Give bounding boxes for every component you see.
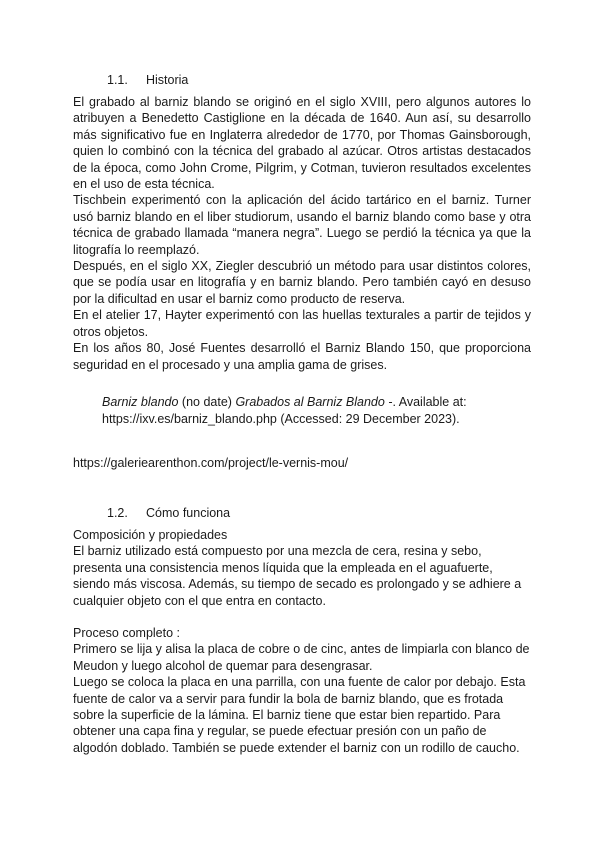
- citation: [102, 394, 522, 428]
- paragraph: En el atelier 17, Hayter experimentó con las huellas texturales a partir de tejidos y otros objetos.: [73, 308, 531, 339]
- paragraph: El grabado al barniz blando se originó en el siglo XVIII, pero algunos autores lo atribuyen a Benedetto Castiglione en la década de 1640. Aun así, su desarrollo más significativo fue en Inglaterra alrededor de 1770, por Thomas Gainsborough, quien lo combinó con la técnica del grabado al azúcar. Otros artistas destacados de la época, como John Crome, Pilgrim, y Cotman, tuvieron resultados excelentes en el uso de esta técnica.: [73, 95, 531, 192]
- paragraph: Después, en el siglo XX, Ziegler descubrió un método para usar distintos colores, que se podía usar en litografía y en barniz blando. Pero también cayó en desuso por la dificultad en usar el barniz como producto de reserva.: [73, 259, 531, 306]
- citation-text: . Available at: https://ixv.es/barniz_blando.php (Accessed: 29 December 2023).: [102, 395, 467, 426]
- citation-source: Grabados al Barniz Blando -: [235, 395, 393, 409]
- section-heading-historia: [107, 72, 188, 88]
- citation-text: (no date): [178, 395, 236, 409]
- citation-title: Barniz blando: [102, 395, 179, 409]
- subheading: Composición y propiedades: [73, 528, 228, 542]
- section-number: 1.1.: [107, 73, 128, 87]
- paragraph: Primero se lija y alisa la placa de cobre o de cinc, antes de limpiarla con blanco de Meudon y luego alcohol de quemar para desengrasar.: [73, 642, 530, 673]
- reference-url[interactable]: https://galeriearenthon.com/project/le-vernis-mou/: [73, 456, 349, 470]
- section-number: 1.2.: [107, 506, 128, 520]
- paragraph: Tischbein experimentó con la aplicación del ácido tartárico en el barniz. Turner usó barniz blando en el liber studiorum, usando el barniz blando como base y otra técnica de grabado llamada “manera negra”. Luego se perdió la técnica ya que la litografía lo reemplazó.: [73, 193, 531, 257]
- section-title: Cómo funciona: [146, 506, 231, 520]
- subheading: Proceso completo :: [73, 626, 180, 641]
- como-funciona-body: [73, 527, 533, 756]
- paragraph: El barniz utilizado está compuesto por una mezcla de cera, resina y sebo, presenta una consistencia menos líquida que la empleada en el aguafuerte, siendo más viscosa. Además, su tiempo de secado es prolongado y se adhiere a cualquier objeto con el que entra en contacto.: [73, 544, 522, 608]
- section-heading-como-funciona: [107, 505, 230, 521]
- paragraph: Luego se coloca la placa en una parrilla, con una fuente de calor por debajo. Esta fuente de calor va a servir para fundir la bola de barniz blando, que es frotada sobre la superficie de la lámina. El barniz tiene que estar bien repartido. Para obtener una capa fina y regular, se puede efectuar presión con un paño de algodón doblado. También se puede extender el barniz con un rodillo de caucho.: [73, 675, 526, 755]
- historia-body: [73, 94, 531, 373]
- section-title: Historia: [146, 73, 189, 87]
- paragraph: En los años 80, José Fuentes desarrolló el Barniz Blando 150, que proporciona seguridad en el procesado y una amplia gama de grises.: [73, 341, 531, 372]
